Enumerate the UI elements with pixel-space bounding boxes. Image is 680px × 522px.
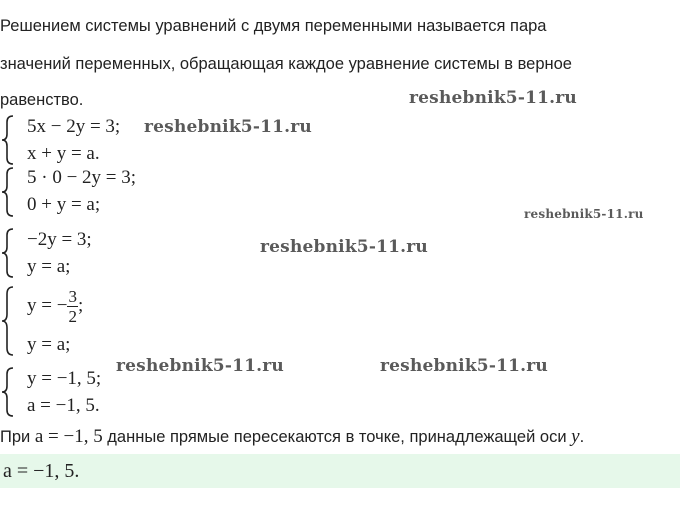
system-5-equation-1: y = −1, 5; bbox=[27, 368, 102, 389]
system-4-equation-2: y = a; bbox=[27, 334, 71, 355]
system-1-equation-2: x + y = a. bbox=[27, 143, 100, 164]
system-3-equation-1: −2y = 3; bbox=[27, 229, 92, 250]
conclusion-value: a = −1, 5 bbox=[34, 426, 103, 447]
conclusion-axis: y bbox=[571, 426, 580, 447]
answer-box bbox=[0, 454, 680, 488]
conclusion-prefix: При bbox=[0, 428, 35, 446]
left-brace-icon bbox=[0, 285, 16, 357]
watermark: reshebnik5-11.ru bbox=[524, 207, 644, 221]
intro-line-3: равенство. bbox=[0, 91, 84, 109]
watermark: reshebnik5-11.ru bbox=[409, 88, 577, 108]
system-1-equation-1: 5x − 2y = 3; bbox=[27, 116, 121, 137]
fraction bbox=[67, 287, 78, 326]
left-brace-icon bbox=[0, 227, 16, 279]
system-2-equation-1: 5 · 0 − 2y = 3; bbox=[27, 167, 137, 188]
system-5-equation-2: a = −1, 5. bbox=[27, 395, 100, 416]
conclusion-middle: данные прямые пересекаются в точке, принадлежащей оси bbox=[102, 428, 572, 446]
conclusion-text bbox=[0, 426, 584, 448]
intro-line-1: Решением системы уравнений с двумя переменными называется пара bbox=[0, 17, 547, 35]
system-3-equation-2: y = a; bbox=[27, 256, 71, 277]
watermark: reshebnik5-11.ru bbox=[144, 117, 312, 137]
system-4-equation-1 bbox=[27, 287, 83, 326]
watermark: reshebnik5-11.ru bbox=[116, 356, 284, 376]
intro-line-2: значений переменных, обращающая каждое уравнение системы в верное bbox=[0, 55, 572, 73]
equation-suffix: ; bbox=[77, 294, 84, 316]
conclusion-suffix: . bbox=[579, 428, 585, 446]
watermark: reshebnik5-11.ru bbox=[260, 237, 428, 257]
equation-lhs: y = − bbox=[27, 294, 68, 316]
fraction-denominator: 2 bbox=[68, 307, 77, 326]
fraction-numerator: 3 bbox=[68, 287, 77, 306]
system-2-equation-2: 0 + y = a; bbox=[27, 194, 101, 215]
left-brace-icon bbox=[0, 166, 16, 218]
answer-text: a = −1, 5. bbox=[3, 460, 80, 482]
watermark: reshebnik5-11.ru bbox=[380, 356, 548, 376]
left-brace-icon bbox=[0, 366, 16, 418]
left-brace-icon bbox=[0, 114, 16, 166]
